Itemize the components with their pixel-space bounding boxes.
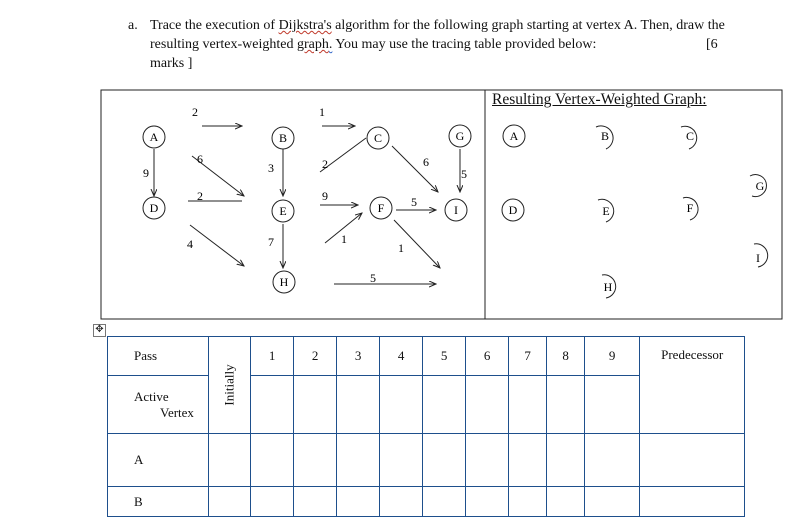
edge-weight-label: 5 (411, 195, 417, 209)
pass-number: 5 (423, 337, 466, 376)
table-cell[interactable] (466, 487, 509, 517)
svg-text:D: D (149, 201, 159, 215)
svg-text:H: H (279, 275, 289, 289)
edge-weight-label: 5 (461, 167, 467, 181)
edge-weight-label: 9 (143, 166, 149, 180)
edge-weight-label: 5 (370, 271, 376, 285)
edge-weight-label: 2 (322, 157, 328, 171)
result-vertices (502, 125, 768, 298)
pass-number: 9 (585, 337, 640, 376)
svg-text:B: B (278, 131, 288, 145)
edge-weight-label: 1 (398, 241, 404, 255)
initially-header: Initially (209, 337, 251, 434)
svg-text:E: E (602, 204, 610, 218)
pass-number: 7 (509, 337, 547, 376)
question-letter: a. (128, 18, 138, 33)
vertex-h (273, 271, 295, 293)
table-cell[interactable] (585, 487, 640, 517)
table-row (108, 434, 745, 487)
table-cell[interactable] (337, 434, 380, 487)
table-cell[interactable] (337, 487, 380, 517)
table-cell[interactable] (423, 487, 466, 517)
pass-number: 3 (337, 337, 380, 376)
table-cell[interactable] (509, 434, 547, 487)
tracing-table (107, 336, 745, 517)
table-cell[interactable] (380, 376, 423, 434)
table-cell[interactable] (294, 434, 337, 487)
table-cell[interactable] (466, 376, 509, 434)
pass-number: 6 (466, 337, 509, 376)
table-move-handle-icon[interactable]: ✥ (93, 324, 106, 337)
vertex-d (143, 197, 165, 219)
svg-text:A: A (509, 129, 519, 143)
row-label-b: B (108, 487, 209, 517)
vertex-g (449, 125, 471, 147)
pass-header: Pass (108, 337, 209, 376)
svg-text:A: A (149, 130, 159, 144)
question-line-1: Trace the execution of Dijkstra's algorithm for the following graph starting at vertex A. Then, draw the (150, 18, 725, 33)
edge-arrow (190, 225, 244, 266)
vertex-i (445, 199, 467, 221)
svg-text:F: F (377, 201, 385, 215)
table-cell[interactable] (640, 487, 745, 517)
pass-number: 4 (380, 337, 423, 376)
table-cell[interactable] (209, 434, 251, 487)
marks-open: [6 (706, 37, 718, 52)
svg-text:F: F (686, 201, 694, 215)
svg-text:H: H (603, 280, 613, 294)
edge-weight-label: 9 (322, 189, 328, 203)
svg-text:C: C (685, 129, 695, 143)
table-cell[interactable] (251, 434, 294, 487)
svg-text:I: I (756, 251, 760, 265)
table-cell[interactable] (423, 376, 466, 434)
table-cell[interactable] (585, 376, 640, 434)
graph-vertices (143, 125, 471, 293)
edge-weight-label: 1 (341, 232, 347, 246)
predecessor-header: Predecessor (640, 337, 745, 434)
table-row (108, 487, 745, 517)
table-cell[interactable] (466, 434, 509, 487)
table-cell[interactable] (640, 434, 745, 487)
table-cell[interactable] (423, 434, 466, 487)
question-line-2: resulting vertex-weighted graph. You may use the tracing table provided below: (150, 37, 597, 52)
svg-text:B: B (600, 129, 610, 143)
result-vertex-labels (509, 129, 765, 294)
svg-text:I: I (454, 203, 458, 217)
edge-arrow (392, 146, 438, 192)
edge-weight-label: 1 (319, 105, 325, 119)
table-cell[interactable] (251, 376, 294, 434)
table-cell[interactable] (509, 376, 547, 434)
vertex-a (143, 126, 165, 148)
edge-weight-label: 6 (197, 152, 203, 166)
svg-text:D: D (508, 203, 518, 217)
question-line-3: marks ] (150, 56, 193, 71)
svg-text:E: E (279, 204, 287, 218)
edge-weight-label: 6 (423, 155, 429, 169)
table-cell[interactable] (547, 434, 585, 487)
vertex-e (272, 200, 294, 222)
edge-weight-label: 7 (268, 235, 274, 249)
row-label-a: A (108, 434, 209, 487)
vertex-b (272, 127, 294, 149)
pass-number: 1 (251, 337, 294, 376)
edge-weights (143, 105, 467, 285)
table-cell[interactable] (294, 376, 337, 434)
edge-weight-label: 4 (187, 237, 193, 251)
table-row (108, 337, 745, 376)
edge-weight-label: 2 (192, 105, 198, 119)
edge-weight-label: 3 (268, 161, 274, 175)
table-cell[interactable] (251, 487, 294, 517)
svg-text:G: G (455, 129, 465, 143)
result-panel-title: Resulting Vertex-Weighted Graph: (492, 91, 707, 108)
pass-number: 2 (294, 337, 337, 376)
table-cell[interactable] (547, 487, 585, 517)
table-cell[interactable] (380, 487, 423, 517)
svg-text:G: G (755, 179, 765, 193)
edge-weight-label: 2 (197, 189, 203, 203)
result-box (485, 90, 782, 319)
table-cell[interactable] (380, 434, 423, 487)
pass-number: 8 (547, 337, 585, 376)
vertex-f (370, 197, 392, 219)
table-cell[interactable] (547, 376, 585, 434)
table-cell[interactable] (509, 487, 547, 517)
table-cell[interactable] (294, 487, 337, 517)
table-cell[interactable] (337, 376, 380, 434)
vertex-c (367, 127, 389, 149)
table-cell[interactable] (585, 434, 640, 487)
table-cell[interactable] (209, 487, 251, 517)
active-vertex-header: Active Vertex (108, 376, 209, 434)
svg-text:C: C (373, 131, 383, 145)
